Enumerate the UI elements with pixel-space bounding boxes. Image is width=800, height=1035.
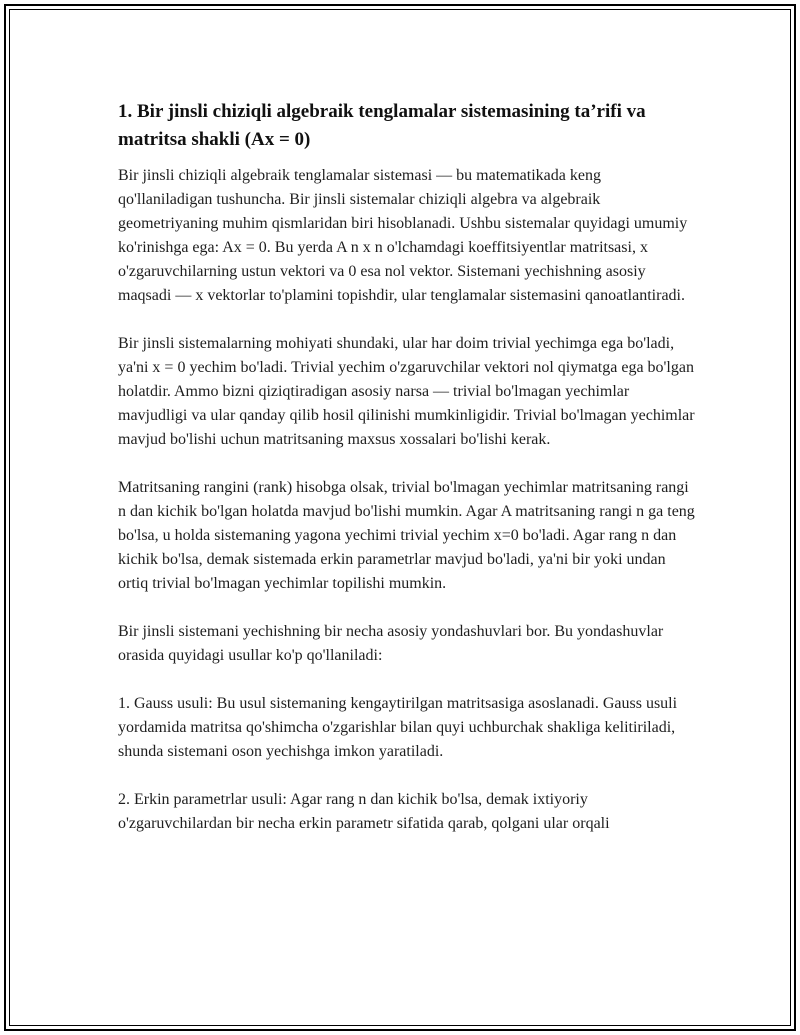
paragraph-trivial-solution: Bir jinsli sistemalarning mohiyati shundaki, ular har doim trivial yechimga ega bo'ladi, ya'ni x = 0 yechim bo'ladi. Trivial yechim o'zgaruvchilar vektori nol qiymatga ega bo'lgan holatdir. Ammo bizni qiziqtiradigan asosiy narsa — trivial bo'lmagan yechimlar mavjudligi va ular qanday qilib hosil qilinishi mumkinligidir. Trivial bo'lmagan yechimlar mavjud bo'lishi uchun matritsaning maxsus xossalari bo'lishi kerak. — [118, 335, 695, 448]
paragraph-gauss-method: 1. Gauss usuli: Bu usul sistemaning kengaytirilgan matritsasiga asoslanadi. Gauss usuli yordamida matritsa qo'shimcha o'zgarishlar bilan quyi uchburchak shakliga kelitiriladi, shunda sistemani oson yechishga imkon yaratiladi. — [118, 695, 678, 760]
page-frame — [4, 4, 796, 1031]
document-body — [118, 98, 698, 860]
paragraph-free-parameters: 2. Erkin parametrlar usuli: Agar rang n dan kichik bo'lsa, demak ixtiyoriy o'zgaruvchilardan bir necha erkin parametr sifatida qarab, qolgani ular orqali — [118, 791, 610, 832]
paragraph-rank: Matritsaning rangini (rank) hisobga olsak, trivial bo'lmagan yechimlar matritsaning rangi n dan kichik bo'lgan holatda mavjud bo'lishi mumkin. Agar A matritsaning rangi n ga teng bo'lsa, u holda sistemaning yagona yechimi trivial yechim x=0 bo'ladi. Agar rang n dan kichik bo'lsa, demak sistemada erkin parametrlar mavjud bo'ladi, ya'ni bir yoki undan ortiq trivial bo'lmagan yechimlar topilishi mumkin. — [118, 479, 695, 592]
section-title: 1. Bir jinsli chiziqli algebraik tenglamalar sistemasining ta’rifi va matritsa shakli (Ax = 0) — [118, 101, 646, 150]
paragraph-approaches: Bir jinsli sistemani yechishning bir necha asosiy yondashuvlari bor. Bu yondashuvlar orasida quyidagi usullar ko'p qo'llaniladi: — [118, 623, 664, 664]
paragraph-definition: Bir jinsli chiziqli algebraik tenglamalar sistemasi — bu matematikada keng qo'llaniladigan tushuncha. Bir jinsli sistemalar chiziqli algebra va algebraik geometriyaning muhim qismlaridan biri hisoblanadi. Ushbu sistemalar quyidagi umumiy ko'rinishga ega: Ax = 0. Bu yerda A n x n o'lchamdagi koeffitsiyentlar matritsasi, x o'zgaruvchilarning ustun vektori va 0 esa nol vektor. Sistemani yechishning asosiy maqsadi — x vektorlar to'plamini topishdir, ular tenglamalar sistemasini qanoatlantiradi. — [118, 167, 688, 304]
